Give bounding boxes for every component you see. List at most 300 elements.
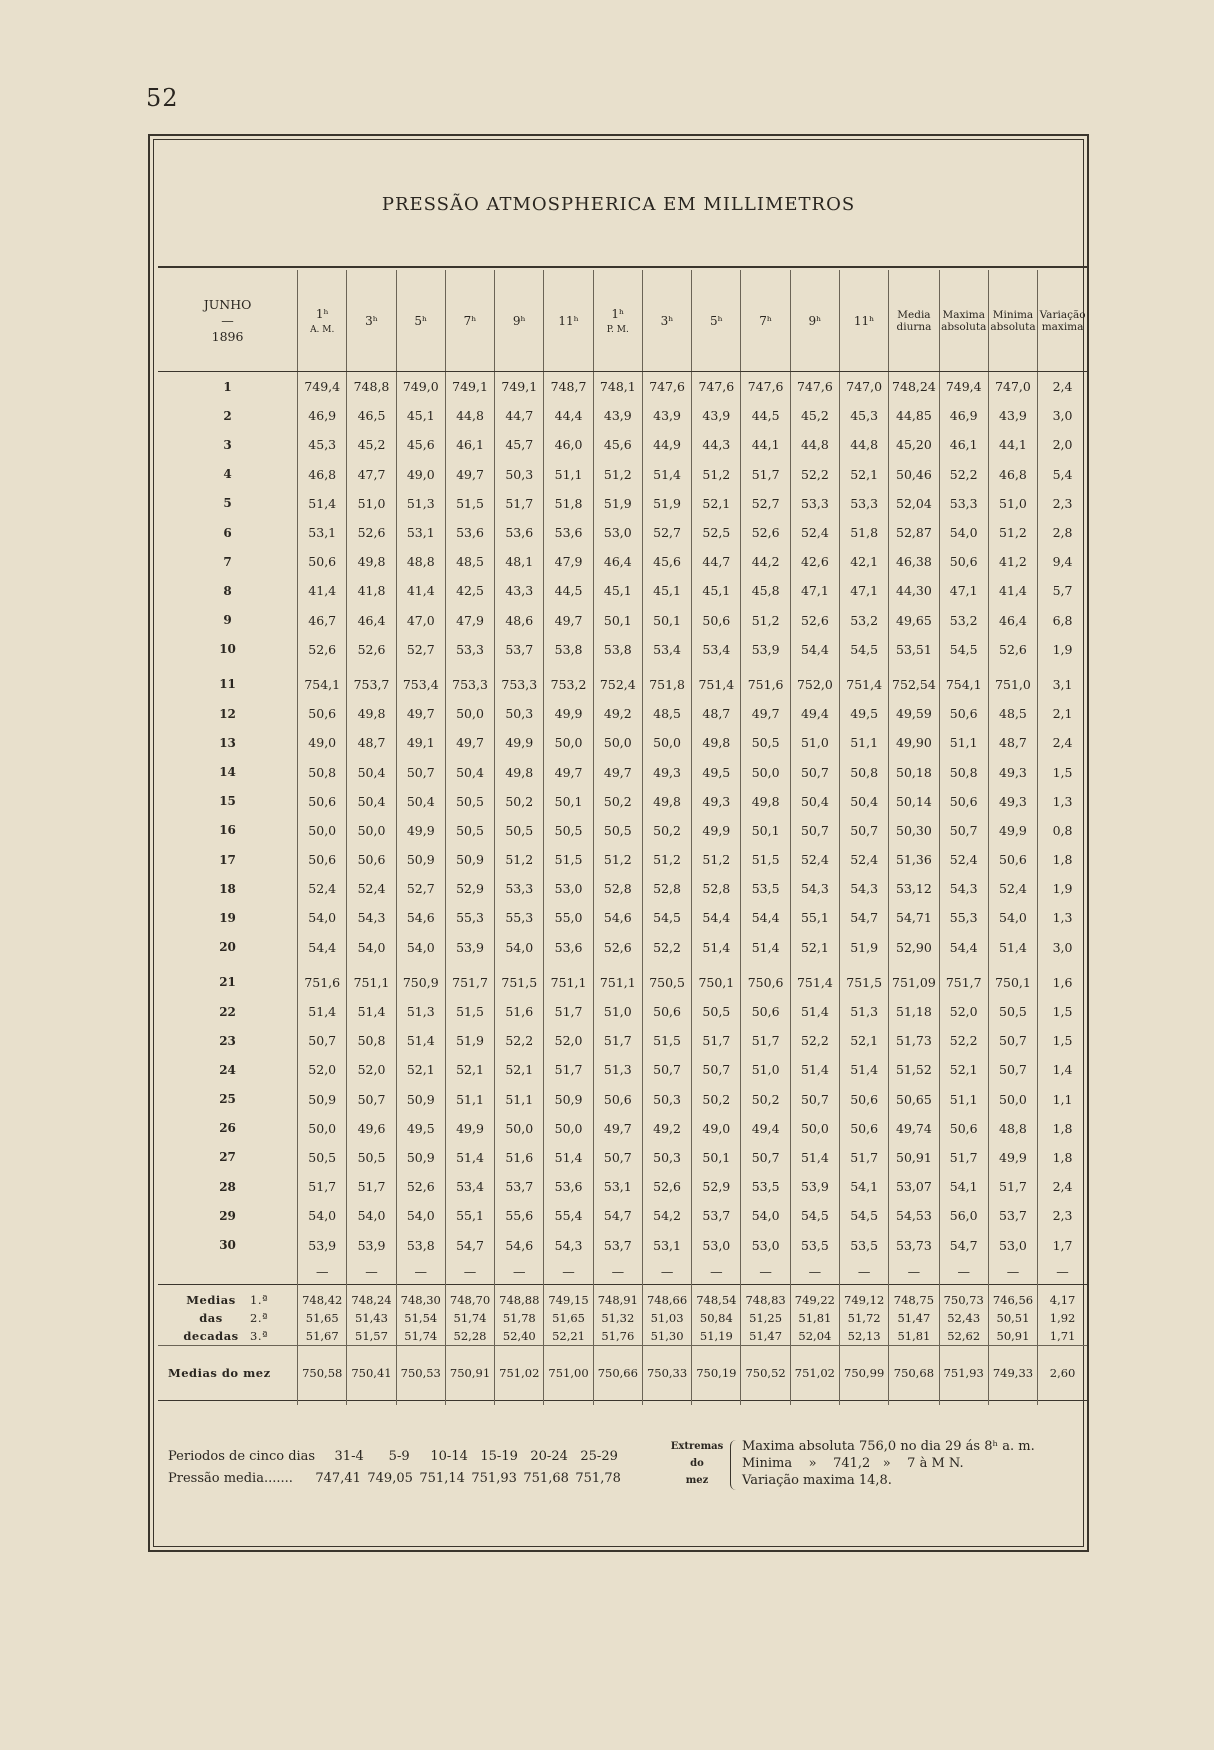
value-cell: 45,1	[593, 576, 642, 605]
value-cell: 53,7	[495, 1172, 544, 1201]
period-value: 20-24	[530, 1449, 568, 1464]
end-cell	[741, 1400, 790, 1405]
value-cell: 54,71	[889, 903, 939, 932]
month-mean-value: 750,68	[889, 1345, 939, 1400]
value-cell: 1,3	[1038, 903, 1087, 932]
value-cell: 51,7	[988, 1172, 1037, 1201]
value-cell: 47,1	[840, 576, 889, 605]
month-mean-value: 750,58	[298, 1345, 347, 1400]
value-cell: 54,4	[692, 903, 741, 932]
value-cell: 2,8	[1038, 518, 1087, 547]
month-mean-value: 750,41	[347, 1345, 396, 1400]
value-cell: 49,9	[988, 1143, 1037, 1172]
month-mean-value: 750,52	[741, 1345, 790, 1400]
value-cell: 51,6	[495, 1143, 544, 1172]
value-cell: 54,0	[988, 903, 1037, 932]
value-cell: 55,6	[495, 1201, 544, 1230]
value-cell: 53,4	[692, 635, 741, 664]
value-cell: 49,4	[790, 699, 839, 728]
month-mean-value: 751,93	[939, 1345, 988, 1400]
value-cell: 51,1	[495, 1085, 544, 1114]
value-cell: 49,9	[396, 816, 445, 845]
day-cell: 16	[219, 823, 236, 838]
day-cell: 5	[223, 496, 232, 511]
end-cell	[396, 1400, 445, 1405]
table-row	[158, 874, 1087, 903]
value-cell: 50,4	[347, 757, 396, 786]
value-cell: 51,4	[840, 1055, 889, 1084]
value-cell: 50,8	[939, 757, 988, 786]
dash-cell: —	[593, 1260, 642, 1285]
col-5h-am: 5ʰ	[396, 270, 445, 372]
value-cell: 55,1	[445, 1201, 494, 1230]
value-cell: 49,3	[642, 757, 691, 786]
value-cell: 53,7	[692, 1201, 741, 1230]
decade-mean-label	[158, 1284, 298, 1309]
value-cell: 49,74	[889, 1114, 939, 1143]
value-cell: 52,0	[347, 1055, 396, 1084]
value-cell: 48,8	[396, 547, 445, 576]
value-cell: 50,46	[889, 460, 939, 489]
decade-mean-value: 52,13	[840, 1327, 889, 1346]
value-cell: 53,4	[642, 635, 691, 664]
value-cell: 5,7	[1038, 576, 1087, 605]
value-cell: 44,7	[495, 401, 544, 430]
value-cell: 55,3	[939, 903, 988, 932]
value-cell: 52,1	[840, 1026, 889, 1055]
value-cell: 44,3	[692, 430, 741, 459]
month-mean-label: Medias do mez	[158, 1345, 298, 1400]
value-cell: 9,4	[1038, 547, 1087, 576]
value-cell: 49,65	[889, 606, 939, 635]
value-cell: 1,3	[1038, 787, 1087, 816]
value-cell: 50,0	[495, 1114, 544, 1143]
value-cell: 50,7	[988, 1026, 1037, 1055]
value-cell: 51,7	[298, 1172, 347, 1201]
value-cell: 51,1	[840, 728, 889, 757]
end-cell	[495, 1400, 544, 1405]
value-cell: 751,5	[840, 968, 889, 997]
value-cell: 53,0	[741, 1230, 790, 1259]
value-cell: 50,5	[593, 816, 642, 845]
value-cell: 54,3	[347, 903, 396, 932]
value-cell: 50,7	[790, 816, 839, 845]
value-cell: 50,0	[593, 728, 642, 757]
value-cell: 50,6	[692, 606, 741, 635]
day-cell: 28	[219, 1179, 236, 1194]
value-cell: 51,4	[298, 489, 347, 518]
value-cell: 747,6	[790, 372, 839, 402]
end-cell	[692, 1400, 741, 1405]
col-9h-pm: 9ʰ	[790, 270, 839, 372]
month-mean-value: 750,33	[642, 1345, 691, 1400]
value-cell: 45,1	[642, 576, 691, 605]
value-cell: 749,1	[445, 372, 494, 402]
decade-mean-value: 50,84	[692, 1309, 741, 1327]
value-cell: 52,2	[495, 1026, 544, 1055]
value-cell: 54,4	[790, 635, 839, 664]
period-value: 25-29	[580, 1449, 618, 1464]
value-cell: 51,52	[889, 1055, 939, 1084]
value-cell: 2,1	[1038, 699, 1087, 728]
value-cell: 50,1	[544, 787, 593, 816]
value-cell: 50,4	[445, 757, 494, 786]
end-cell	[158, 1400, 298, 1405]
value-cell: 1,8	[1038, 1143, 1087, 1172]
value-cell: 49,8	[642, 787, 691, 816]
decade-mean-value: 51,76	[593, 1327, 642, 1346]
value-cell: 49,9	[544, 699, 593, 728]
value-cell: 2,4	[1038, 1172, 1087, 1201]
value-cell: 51,1	[939, 1085, 988, 1114]
value-cell: 54,7	[840, 903, 889, 932]
value-cell: 45,2	[347, 430, 396, 459]
col-media-diurna: Media diurna	[889, 270, 939, 372]
value-cell: 50,9	[396, 1143, 445, 1172]
value-cell: 54,6	[593, 903, 642, 932]
dash-cell: —	[544, 1260, 593, 1285]
value-cell: 52,2	[642, 933, 691, 962]
value-cell: 50,7	[741, 1143, 790, 1172]
value-cell: 50,7	[790, 757, 839, 786]
value-cell: 753,3	[445, 670, 494, 699]
end-cell	[347, 1400, 396, 1405]
value-cell: 49,5	[840, 699, 889, 728]
table-row	[158, 1026, 1087, 1055]
value-cell: 44,9	[642, 430, 691, 459]
table-row	[158, 728, 1087, 757]
value-cell: 49,3	[988, 787, 1037, 816]
value-cell: 50,5	[445, 816, 494, 845]
value-cell: 46,0	[544, 430, 593, 459]
value-cell: 53,7	[593, 1230, 642, 1259]
decade-mean-value: 748,24	[347, 1284, 396, 1309]
value-cell: 55,1	[790, 903, 839, 932]
value-cell: 53,3	[840, 489, 889, 518]
month-mean-value: 750,19	[692, 1345, 741, 1400]
dash-cell: —	[347, 1260, 396, 1285]
end-cell	[840, 1400, 889, 1405]
value-cell: 51,7	[544, 997, 593, 1026]
value-cell: 51,7	[347, 1172, 396, 1201]
table-row	[158, 787, 1087, 816]
value-cell: 45,1	[692, 576, 741, 605]
value-cell: 51,4	[445, 1143, 494, 1172]
value-cell: 49,4	[741, 1114, 790, 1143]
value-cell: 54,3	[939, 874, 988, 903]
value-cell: 52,0	[298, 1055, 347, 1084]
table-row	[158, 635, 1087, 664]
value-cell: 53,5	[741, 1172, 790, 1201]
value-cell: 43,9	[593, 401, 642, 430]
value-cell: 45,20	[889, 430, 939, 459]
value-cell: 46,38	[889, 547, 939, 576]
value-cell: 49,1	[396, 728, 445, 757]
value-cell: 51,0	[347, 489, 396, 518]
value-cell: 50,6	[939, 1114, 988, 1143]
col-11h-am: 11ʰ	[544, 270, 593, 372]
value-cell: 51,2	[692, 460, 741, 489]
dash-cell: —	[790, 1260, 839, 1285]
value-cell: 53,9	[741, 635, 790, 664]
value-cell: 50,2	[692, 1085, 741, 1114]
decade-mean-value: 749,22	[790, 1284, 839, 1309]
month-mean-value: 751,02	[790, 1345, 839, 1400]
value-cell: 49,8	[692, 728, 741, 757]
decade-ordinal: 2.ª	[250, 1310, 268, 1325]
value-cell: 53,6	[544, 1172, 593, 1201]
decade-mean-value: 51,65	[544, 1309, 593, 1327]
value-cell: 50,0	[347, 816, 396, 845]
value-cell: 54,0	[347, 933, 396, 962]
value-cell: 54,5	[790, 1201, 839, 1230]
value-cell: 53,1	[298, 518, 347, 547]
value-cell: 41,4	[396, 576, 445, 605]
value-cell: 42,6	[790, 547, 839, 576]
value-cell: 43,9	[988, 401, 1037, 430]
value-cell: 53,5	[840, 1230, 889, 1259]
value-cell: 44,30	[889, 576, 939, 605]
value-cell: 51,36	[889, 845, 939, 874]
value-cell: 42,1	[840, 547, 889, 576]
value-cell: 50,0	[790, 1114, 839, 1143]
value-cell: 54,3	[840, 874, 889, 903]
decade-mean-value: 749,12	[840, 1284, 889, 1309]
decade-mean-value: 51,19	[692, 1327, 741, 1346]
value-cell: 51,4	[298, 997, 347, 1026]
value-cell: 56,0	[939, 1201, 988, 1230]
value-cell: 752,4	[593, 670, 642, 699]
month-mean-value: 749,33	[988, 1345, 1037, 1400]
value-cell: 52,6	[988, 635, 1037, 664]
value-cell: 50,5	[347, 1143, 396, 1172]
value-cell: 50,65	[889, 1085, 939, 1114]
value-cell: 5,4	[1038, 460, 1087, 489]
table-row	[158, 757, 1087, 786]
decade-ordinal: 3.ª	[250, 1328, 268, 1343]
decade-mean-label	[158, 1327, 298, 1346]
day-cell: 12	[219, 706, 236, 721]
day-cell: 10	[219, 642, 236, 657]
period-value: 31-4	[334, 1449, 364, 1464]
table-end-rule	[158, 1400, 1087, 1405]
end-cell	[889, 1400, 939, 1405]
value-cell: 41,4	[298, 576, 347, 605]
value-cell: 54,0	[298, 903, 347, 932]
value-cell: 51,4	[347, 997, 396, 1026]
value-cell: 747,6	[741, 372, 790, 402]
period-value: 5-9	[388, 1449, 410, 1464]
value-cell: 51,7	[741, 1026, 790, 1055]
value-cell: 747,6	[692, 372, 741, 402]
day-cell: 26	[219, 1121, 236, 1136]
value-cell: 53,3	[790, 489, 839, 518]
decade-mean-value: 748,54	[692, 1284, 741, 1309]
value-cell: 50,6	[298, 699, 347, 728]
value-cell: 52,1	[790, 933, 839, 962]
value-cell: 49,0	[692, 1114, 741, 1143]
value-cell: 1,5	[1038, 1026, 1087, 1055]
table-row	[158, 430, 1087, 459]
value-cell: 50,6	[939, 547, 988, 576]
table-row	[158, 460, 1087, 489]
value-cell: 53,73	[889, 1230, 939, 1259]
value-cell: 50,1	[642, 606, 691, 635]
value-cell: 52,2	[939, 460, 988, 489]
value-cell: 52,0	[939, 997, 988, 1026]
value-cell: 50,1	[593, 606, 642, 635]
value-cell: 50,0	[544, 1114, 593, 1143]
value-cell: 52,8	[593, 874, 642, 903]
value-cell: 54,6	[396, 903, 445, 932]
value-cell: 50,7	[642, 1055, 691, 1084]
value-cell: 50,0	[741, 757, 790, 786]
decade-mean-value: 750,73	[939, 1284, 988, 1309]
value-cell: 747,6	[642, 372, 691, 402]
value-cell: 53,5	[790, 1230, 839, 1259]
value-cell: 751,7	[445, 968, 494, 997]
value-cell: 46,4	[347, 606, 396, 635]
value-cell: 49,7	[396, 699, 445, 728]
value-cell: 48,6	[495, 606, 544, 635]
pressure-mean-value: 751,93	[471, 1471, 517, 1486]
value-cell: 46,9	[939, 401, 988, 430]
value-cell: 50,8	[840, 757, 889, 786]
day-cell: 6	[223, 525, 232, 540]
decade-mean-label	[158, 1309, 298, 1327]
dash-cell: —	[396, 1260, 445, 1285]
pressure-table	[158, 270, 1087, 1405]
period-value: 15-19	[480, 1449, 518, 1464]
value-cell: 748,8	[347, 372, 396, 402]
decade-mean-value: 748,83	[741, 1284, 790, 1309]
value-cell: 49,7	[544, 606, 593, 635]
value-cell: 44,8	[445, 401, 494, 430]
value-cell: 50,7	[692, 1055, 741, 1084]
decade-mean-value: 50,51	[988, 1309, 1037, 1327]
value-cell: 54,5	[939, 635, 988, 664]
value-cell: 44,1	[741, 430, 790, 459]
day-cell: 25	[219, 1092, 236, 1107]
value-cell: 50,6	[642, 997, 691, 1026]
value-cell: 50,6	[298, 845, 347, 874]
value-cell: 53,8	[593, 635, 642, 664]
pm-label: P. M.	[606, 324, 629, 335]
value-cell: 50,6	[593, 1085, 642, 1114]
value-cell: 751,8	[642, 670, 691, 699]
value-cell: 53,5	[741, 874, 790, 903]
value-cell: 53,0	[988, 1230, 1037, 1259]
table-row	[158, 1114, 1087, 1143]
value-cell: 51,0	[790, 728, 839, 757]
value-cell: 52,4	[939, 845, 988, 874]
value-cell: 753,2	[544, 670, 593, 699]
value-cell: 750,1	[692, 968, 741, 997]
value-cell: 749,0	[396, 372, 445, 402]
month-mean-value: 750,66	[593, 1345, 642, 1400]
value-cell: 49,0	[396, 460, 445, 489]
value-cell: 48,7	[347, 728, 396, 757]
table-row	[158, 1055, 1087, 1084]
day-cell: 1	[223, 379, 232, 394]
value-cell: 52,1	[840, 460, 889, 489]
value-cell: 52,7	[396, 635, 445, 664]
col-7h-pm: 7ʰ	[741, 270, 790, 372]
decade-mean-value: 51,47	[741, 1327, 790, 1346]
table-row	[158, 576, 1087, 605]
value-cell: 2,3	[1038, 489, 1087, 518]
decade-mean-value: 51,72	[840, 1309, 889, 1327]
month-mean-value: 750,99	[840, 1345, 889, 1400]
value-cell: 51,5	[642, 1026, 691, 1055]
table-row	[158, 997, 1087, 1026]
month-mean-value: 750,91	[445, 1345, 494, 1400]
value-cell: 54,4	[298, 933, 347, 962]
value-cell: 50,0	[298, 816, 347, 845]
dash-row	[158, 1260, 1087, 1285]
value-cell: 47,1	[939, 576, 988, 605]
value-cell: 49,9	[495, 728, 544, 757]
value-cell: 1,5	[1038, 757, 1087, 786]
value-cell: 751,0	[988, 670, 1037, 699]
value-cell: 53,0	[544, 874, 593, 903]
value-cell: 754,1	[298, 670, 347, 699]
value-cell: 46,8	[298, 460, 347, 489]
value-cell: 3,0	[1038, 401, 1087, 430]
value-cell: 51,1	[445, 1085, 494, 1114]
value-cell: 0,8	[1038, 816, 1087, 845]
decade-mean-value: 748,75	[889, 1284, 939, 1309]
decade-mean-value: 51,25	[741, 1309, 790, 1327]
value-cell: 50,7	[593, 1143, 642, 1172]
decade-mean-value: 51,32	[593, 1309, 642, 1327]
value-cell: 6,8	[1038, 606, 1087, 635]
table-row	[158, 547, 1087, 576]
decade-mean-value: 52,04	[790, 1327, 839, 1346]
value-cell: 51,2	[741, 606, 790, 635]
value-cell: 43,9	[692, 401, 741, 430]
end-cell	[790, 1400, 839, 1405]
value-cell: 753,4	[396, 670, 445, 699]
extremes-label: Extremas do mez	[670, 1441, 724, 1486]
table-row	[158, 372, 1087, 402]
value-cell: 51,3	[396, 997, 445, 1026]
value-cell: 53,6	[445, 518, 494, 547]
value-cell: 51,3	[593, 1055, 642, 1084]
value-cell: 44,4	[544, 401, 593, 430]
value-cell: 52,6	[347, 635, 396, 664]
value-cell: 52,9	[445, 874, 494, 903]
decade-mean-value: 51,03	[642, 1309, 691, 1327]
value-cell: 51,73	[889, 1026, 939, 1055]
value-cell: 50,9	[445, 845, 494, 874]
value-cell: 49,3	[692, 787, 741, 816]
day-cell: 22	[219, 1004, 236, 1019]
end-cell	[939, 1400, 988, 1405]
table-row	[158, 968, 1087, 997]
day-cell: 3	[223, 437, 232, 452]
value-cell: 48,7	[988, 728, 1037, 757]
periods-summary	[168, 1446, 624, 1490]
value-cell: 51,4	[988, 933, 1037, 962]
value-cell: 53,8	[396, 1230, 445, 1259]
end-cell	[445, 1400, 494, 1405]
value-cell: 52,2	[790, 460, 839, 489]
value-cell: 45,2	[790, 401, 839, 430]
value-cell: 44,1	[988, 430, 1037, 459]
value-cell: 50,5	[445, 787, 494, 816]
month-mean-value: 2,60	[1038, 1345, 1087, 1400]
